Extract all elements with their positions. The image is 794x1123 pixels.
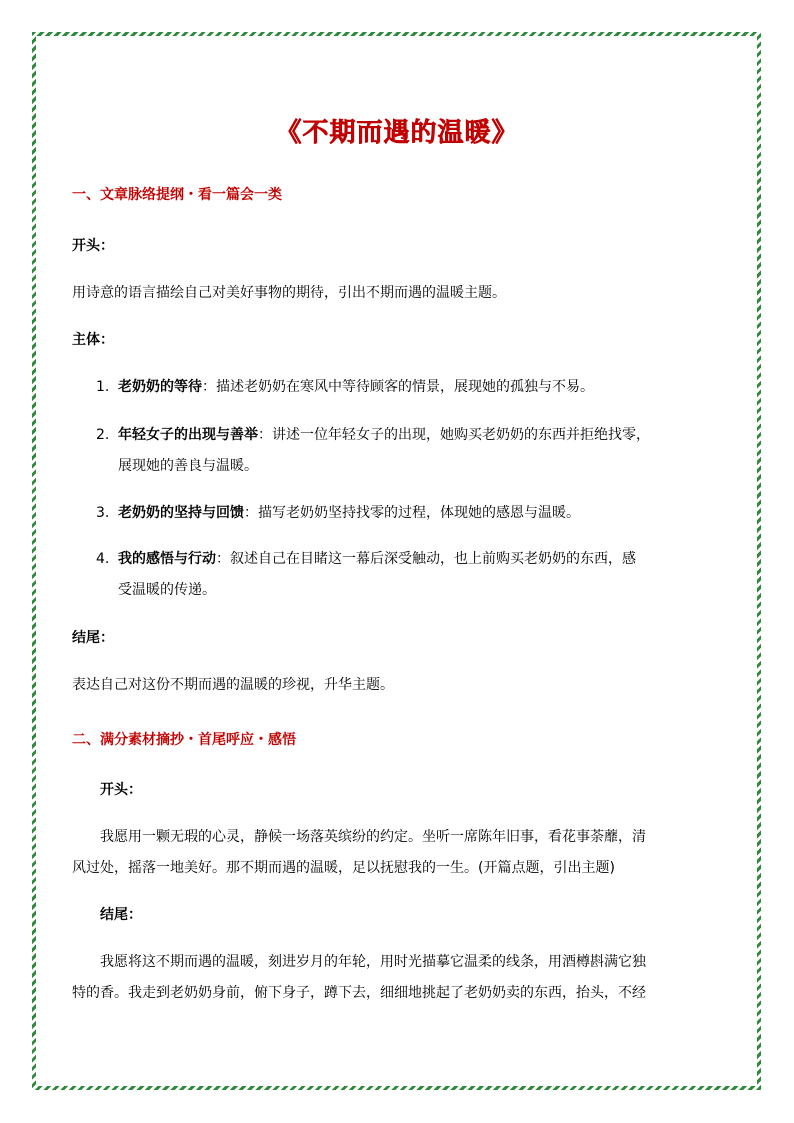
outline-item-number: 3. xyxy=(96,505,110,521)
outline-item-text: ：描述老奶奶在寒风中等待顾客的情景，展现她的孤独与不易。 xyxy=(202,379,594,395)
section2-ending-label: 结尾： xyxy=(100,907,142,923)
section2-opening-label: 开头： xyxy=(100,782,142,798)
section1-ending-text: 表达自己对这份不期而遇的温暖的珍视，升华主题。 xyxy=(72,677,394,693)
outline-item-title: 老奶奶的坚持与回馈 xyxy=(118,505,244,521)
section1-ending-label: 结尾： xyxy=(72,630,114,646)
outline-item-title: 我的感悟与行动 xyxy=(118,551,216,567)
outline-item-title: 年轻女子的出现与善举 xyxy=(118,427,258,443)
outline-item xyxy=(96,544,636,575)
section2-heading: 二、满分素材摘抄・首尾呼应・感悟 xyxy=(72,732,296,748)
section1-opening-label: 开头： xyxy=(72,238,114,254)
outline-item-text: ：描写老奶奶坚持找零的过程，体现她的感恩与温暖。 xyxy=(244,505,580,521)
section2-ending-line1: 我愿将这不期而遇的温暖，刻进岁月的年轮，用时光描摹它温柔的线条，用酒樽斟满它独 xyxy=(100,954,646,970)
section1-body-label: 主体： xyxy=(72,332,114,348)
document-title: 《不期而遇的温暖》 xyxy=(275,118,519,148)
section2-ending-line2: 特的香。我走到老奶奶身前，俯下身子，蹲下去，细细地挑起了老奶奶卖的东西，抬头，不经 xyxy=(72,985,646,1001)
outline-item-text: ：叙述自己在目睹这一幕后深受触动，也上前购买老奶奶的东西，感 xyxy=(216,551,636,567)
outline-item xyxy=(96,372,594,403)
outline-item-continuation: 展现她的善良与温暖。 xyxy=(118,458,258,474)
outline-item-continuation: 受温暖的传递。 xyxy=(118,582,216,598)
outline-item-title: 老奶奶的等待 xyxy=(118,379,202,395)
outline-item-number: 2. xyxy=(96,427,110,443)
outline-item-text: ：讲述一位年轻女子的出现，她购买老奶奶的东西并拒绝找零， xyxy=(258,427,650,443)
outline-item xyxy=(96,498,580,529)
outline-item xyxy=(96,420,650,451)
outline-item-number: 4. xyxy=(96,551,110,567)
section1-opening-text: 用诗意的语言描绘自己对美好事物的期待，引出不期而遇的温暖主题。 xyxy=(72,285,506,301)
section1-heading: 一、文章脉络提纲・看一篇会一类 xyxy=(72,187,282,203)
section2-opening-line2: 风过处，摇落一地美好。那不期而遇的温暖，足以抚慰我的一生。(开篇点题，引出主题) xyxy=(72,860,615,876)
outline-item-number: 1. xyxy=(96,379,110,395)
section2-opening-line1: 我愿用一颗无瑕的心灵，静候一场落英缤纷的约定。坐听一席陈年旧事，看花事荼蘼，清 xyxy=(100,829,646,845)
